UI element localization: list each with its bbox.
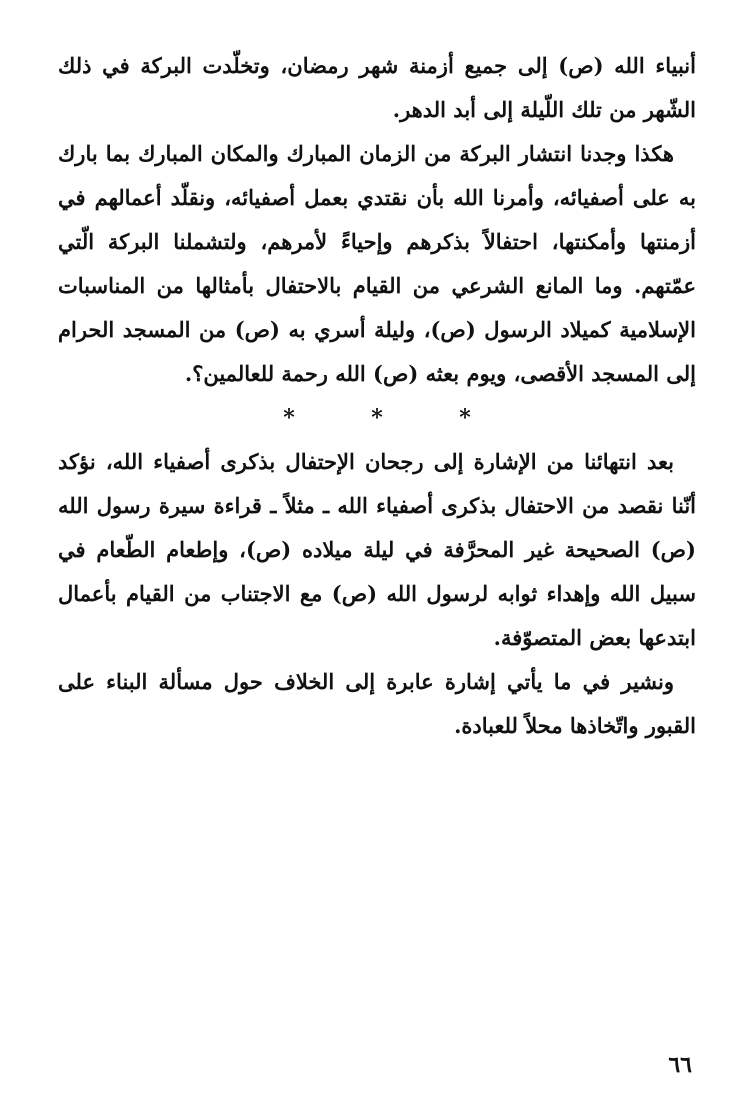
paragraph-2: هكذا وجدنا انتشار البركة من الزمان المبارك والمكان المبارك بما بارك به على أصفيائه، وأمرنا الله بأن نقتدي بعمل أصفيائه، ونقلّد أعمالهم في أزمنتها وأمكنتها، احتفالاً بذكرهم وإحياءً لأمرهم، ولتشملنا البركة الّتي عمّتهم. وما المانع الشرعي من القيام بالاحتفال بأمثالها من المناسبات الإسلامية كميلاد الرسول (ص)، وليلة أسري به (ص) من المسجد الحرام إلى المسجد الأقصى، ويوم بعثه (ص) الله رحمة للعالمين؟.: [58, 141, 696, 386]
page-number: ٦٦: [668, 1052, 692, 1078]
separator-star: *: [371, 405, 383, 431]
paragraph-3: بعد انتهائنا من الإشارة إلى رجحان الإحتفال بذكرى أصفياء الله، نؤكد أنّنا نقصد من الاحتفال بذكرى أصفياء الله ـ مثلاً ـ قراءة سيرة رسول الله (ص) الصحيحة غير المحرَّفة في ليلة ميلاده (ص)، وإطعام الطّعام في سبيل الله وإهداء ثوابه لرسول الله (ص) مع الاجتناب من القيام بأعمال ابتدعها بعض المتصوّفة.: [58, 449, 696, 650]
page-body: [58, 44, 696, 748]
paragraph-1: أنبياء الله (ص) إلى جميع أزمنة شهر رمضان، وتخلّدت البركة في ذلك الشّهر من تلك اللّيلة إلى أبد الدهر.: [58, 53, 696, 122]
paragraph-4: ونشير في ما يأتي إشارة عابرة إلى الخلاف حول مسألة البناء على القبور واتّخاذها محلاً للعبادة.: [58, 669, 696, 738]
section-separator: [58, 396, 696, 440]
separator-star: *: [459, 405, 471, 431]
separator-star: *: [283, 405, 295, 431]
